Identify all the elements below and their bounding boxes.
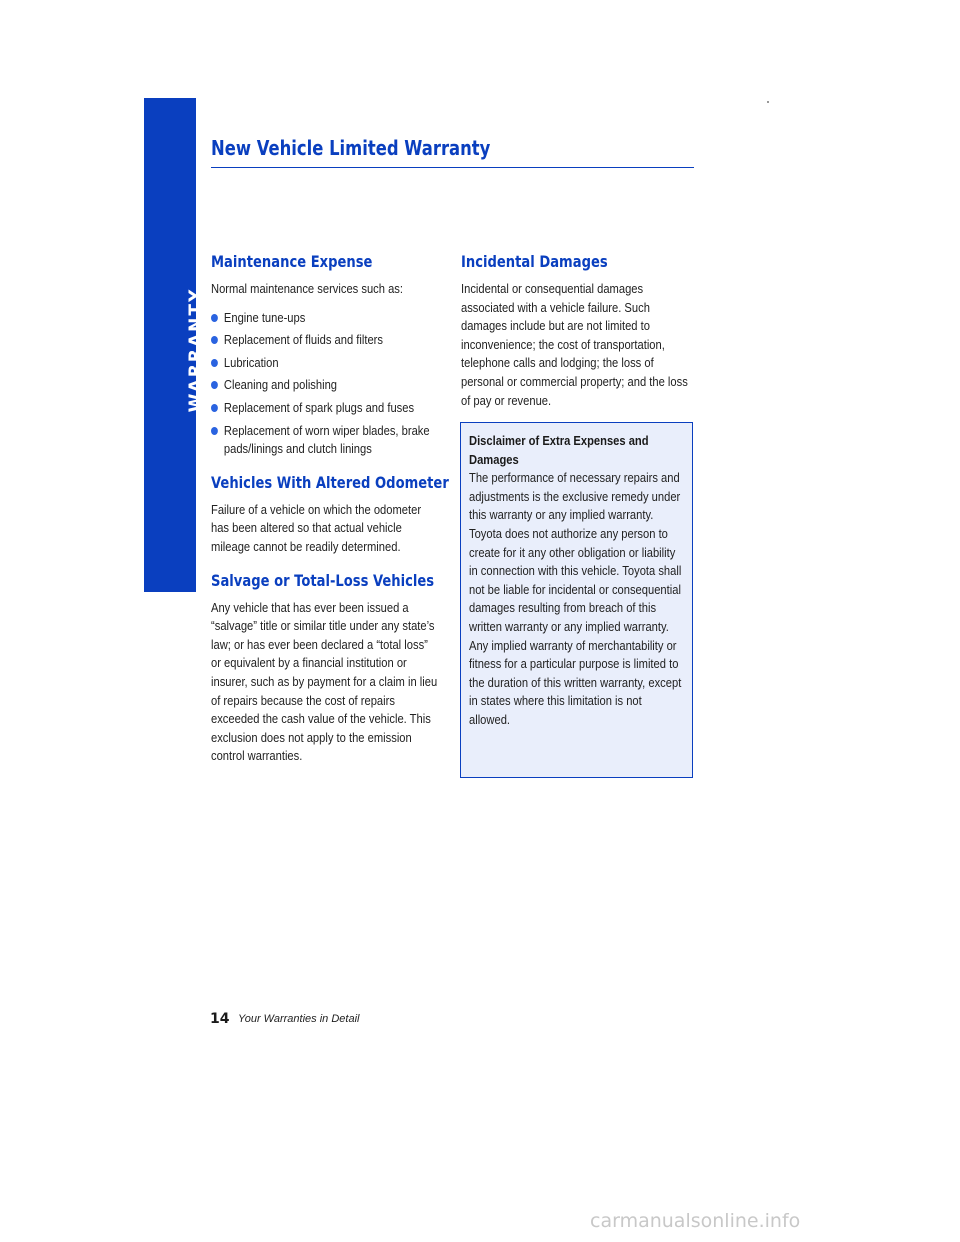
page-title: New Vehicle Limited Warranty [211,136,491,160]
salvage-section [211,571,441,766]
maintenance-section [211,252,441,459]
right-column [461,252,693,410]
maintenance-list [211,309,441,459]
side-tab-label: WARRANTY [186,287,206,413]
disclaimer-body: The performance of necessary repairs and adjustments is the exclusive remedy under this warranty or any implied warranty. Toyota does not authorize any person to create for it any other obligation or liability in connection with this vehicle. Toyota shall not be liable for incidental or consequential damages resulting from breach of this written warranty or any implied warranty. Any implied warranty of merchantability or fitness for a particular purpose is limited to the duration of this written warranty, except in states where this limitation is not allowed. [469,470,682,727]
bullet-icon [211,336,218,344]
list-item: Replacement of fluids and filters [211,331,440,350]
list-item: Replacement of worn wiper blades, brake pads/linings and clutch linings [211,422,440,459]
title-divider [211,167,694,168]
bullet-icon [211,381,218,389]
list-item: Engine tune-ups [211,309,440,328]
bullet-icon [211,427,218,435]
odometer-section [211,472,449,557]
left-column [211,252,449,766]
incidental-body: Incidental or consequential damages associated with a vehicle failure. Such damages include but are not limited to inconvenience; the cost of transportation, telephone calls and lodging; the loss of personal or commercial property; and the loss of pay or revenue. [461,281,688,408]
maintenance-intro: Normal maintenance services such as: [211,281,404,296]
odometer-body: Failure of a vehicle on which the odometer has been altered so that actual vehicle mileage cannot be readily determined. [211,501,422,554]
bullet-icon [211,404,218,412]
incidental-heading: Incidental Damages [461,252,608,271]
disclaimer-heading: Disclaimer of Extra Expenses and Damages [469,433,649,467]
maintenance-heading: Maintenance Expense [211,252,373,271]
odometer-heading: Vehicles With Altered Odometer [211,472,449,492]
watermark: carmanualsonline.info [590,1210,801,1232]
bullet-icon [211,359,218,367]
list-item: Replacement of spark plugs and fuses [211,399,440,418]
disclaimer-box [460,422,693,778]
salvage-body: Any vehicle that has ever been issued a “salvage” title or similar title under any state’s law; or has ever been declared a “total loss” or equivalent by a financial institution or insurer, such as by payment for a claim in lieu of repairs because the cost of repairs exceeded the cash value of the vehicle. This exclusion does not apply to the emission control warranties. [211,599,438,764]
incidental-section [461,252,693,410]
footer-section-title: Your Warranties in Detail [238,1013,360,1025]
salvage-heading: Salvage or Total-Loss Vehicles [211,570,435,590]
bullet-icon [211,314,218,322]
list-item: Cleaning and polishing [211,376,440,395]
list-item: Lubrication [211,354,440,373]
corner-mark [767,101,769,103]
page-number: 14 [210,1011,230,1027]
